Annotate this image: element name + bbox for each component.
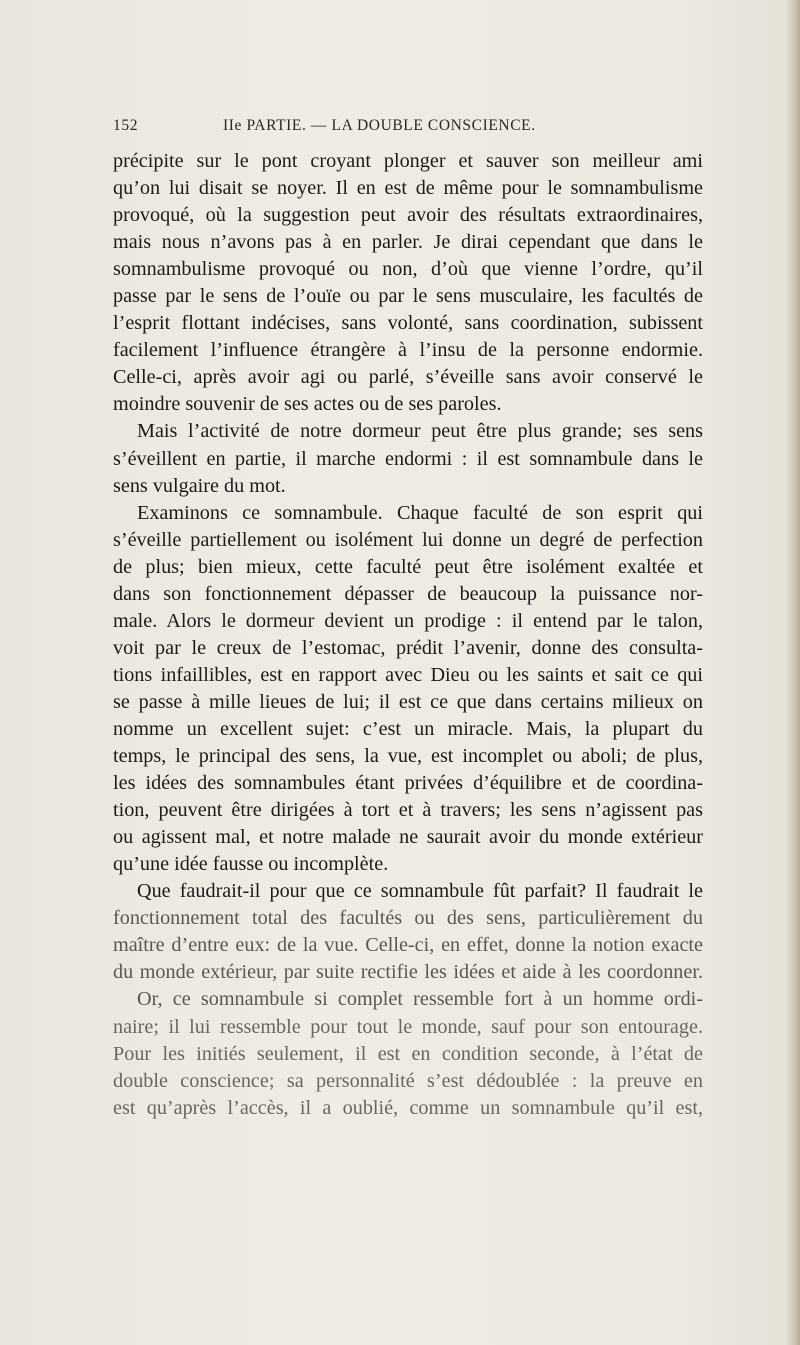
text-line: double conscience; sa personnalité s’est dédoublée : la preuve en	[113, 1069, 703, 1092]
body-text	[113, 148, 703, 1122]
text-line: naire; il lui ressemble pour tout le monde, sauf pour son entourage.	[113, 1015, 703, 1038]
text-line: facilement l’influence étrangère à l’insu de la personne endormie.	[113, 339, 703, 362]
text-line: l’esprit flottant indécises, sans volonté, sans coordination, subissent	[113, 312, 703, 335]
text-line: s’éveille partiellement ou isolément lui donne un degré de perfection	[113, 528, 703, 551]
running-head	[113, 117, 703, 139]
text-line: moindre souvenir de ses actes ou de ses paroles.	[113, 393, 502, 416]
text-line: provoqué, où la suggestion peut avoir des résultats extraordinaires,	[113, 204, 703, 227]
text-line: Celle-ci, après avoir agi ou parlé, s’éveille sans avoir conservé le	[113, 366, 703, 389]
text-line: Pour les initiés seulement, il est en condition seconde, à l’état de	[113, 1042, 703, 1065]
text-line: tions infaillibles, est en rapport avec Dieu ou les saints et sait ce qui	[113, 663, 703, 686]
text-line: sens vulgaire du mot.	[113, 474, 286, 497]
text-line: Examinons ce somnambule. Chaque faculté de son esprit qui	[137, 501, 703, 524]
text-line: dans son fonctionnement dépasser de beaucoup la puissance nor-	[113, 582, 703, 605]
text-line: les idées des somnambules étant privées d’équilibre et de coordina-	[113, 772, 703, 795]
text-line: qu’on lui disait se noyer. Il en est de même pour le somnambulisme	[113, 177, 703, 200]
text-line: passe par le sens de l’ouïe ou par le sens musculaire, les facultés de	[113, 285, 703, 308]
running-title: IIe PARTIE. — LA DOUBLE CONSCIENCE.	[223, 117, 536, 134]
page-number: 152	[113, 117, 139, 134]
text-line: est qu’après l’accès, il a oublié, comme un somnambule qu’il est,	[113, 1096, 703, 1119]
text-line: temps, le principal des sens, la vue, est incomplet ou aboli; de plus,	[113, 745, 703, 768]
text-line: fonctionnement total des facultés ou des sens, particulièrement du	[113, 907, 703, 930]
text-line: Que faudrait-il pour que ce somnambule fût parfait? Il faudrait le	[137, 880, 703, 903]
text-line: voit par le creux de l’estomac, prédit l’avenir, donne des consulta-	[113, 636, 703, 659]
text-line: somnambulisme provoqué ou non, d’où que vienne l’ordre, qu’il	[113, 258, 703, 281]
text-line: nomme un excellent sujet: c’est un miracle. Mais, la plupart du	[113, 717, 703, 740]
text-line: qu’une idée fausse ou incomplète.	[113, 853, 389, 876]
text-line: ou agissent mal, et notre malade ne saurait avoir du monde extérieur	[113, 826, 703, 849]
text-line: précipite sur le pont croyant plonger et sauver son meilleur ami	[113, 150, 703, 172]
text-line: se passe à mille lieues de lui; il est ce que dans certains milieux on	[113, 690, 703, 713]
text-line: maître d’entre eux: de la vue. Celle-ci, en effet, donne la notion exacte	[113, 934, 703, 957]
text-line: Or, ce somnambule si complet ressemble fort à un homme ordi-	[137, 988, 703, 1011]
text-line: s’éveillent en partie, il marche endormi : il est somnambule dans le	[113, 447, 703, 470]
text-line: tion, peuvent être dirigées à tort et à travers; les sens n’agissent pas	[113, 799, 703, 822]
text-line: male. Alors le dormeur devient un prodige : il entend par le talon,	[113, 609, 703, 632]
page-edge-shadow	[786, 0, 800, 1345]
text-line: du monde extérieur, par suite rectifie les idées et aide à les coordonner.	[113, 961, 703, 984]
text-line: mais nous n’avons pas à en parler. Je dirai cependant que dans le	[113, 231, 703, 254]
text-line: de plus; bien mieux, cette faculté peut être isolément exaltée et	[113, 555, 703, 578]
text-line: Mais l’activité de notre dormeur peut être plus grande; ses sens	[137, 420, 703, 443]
